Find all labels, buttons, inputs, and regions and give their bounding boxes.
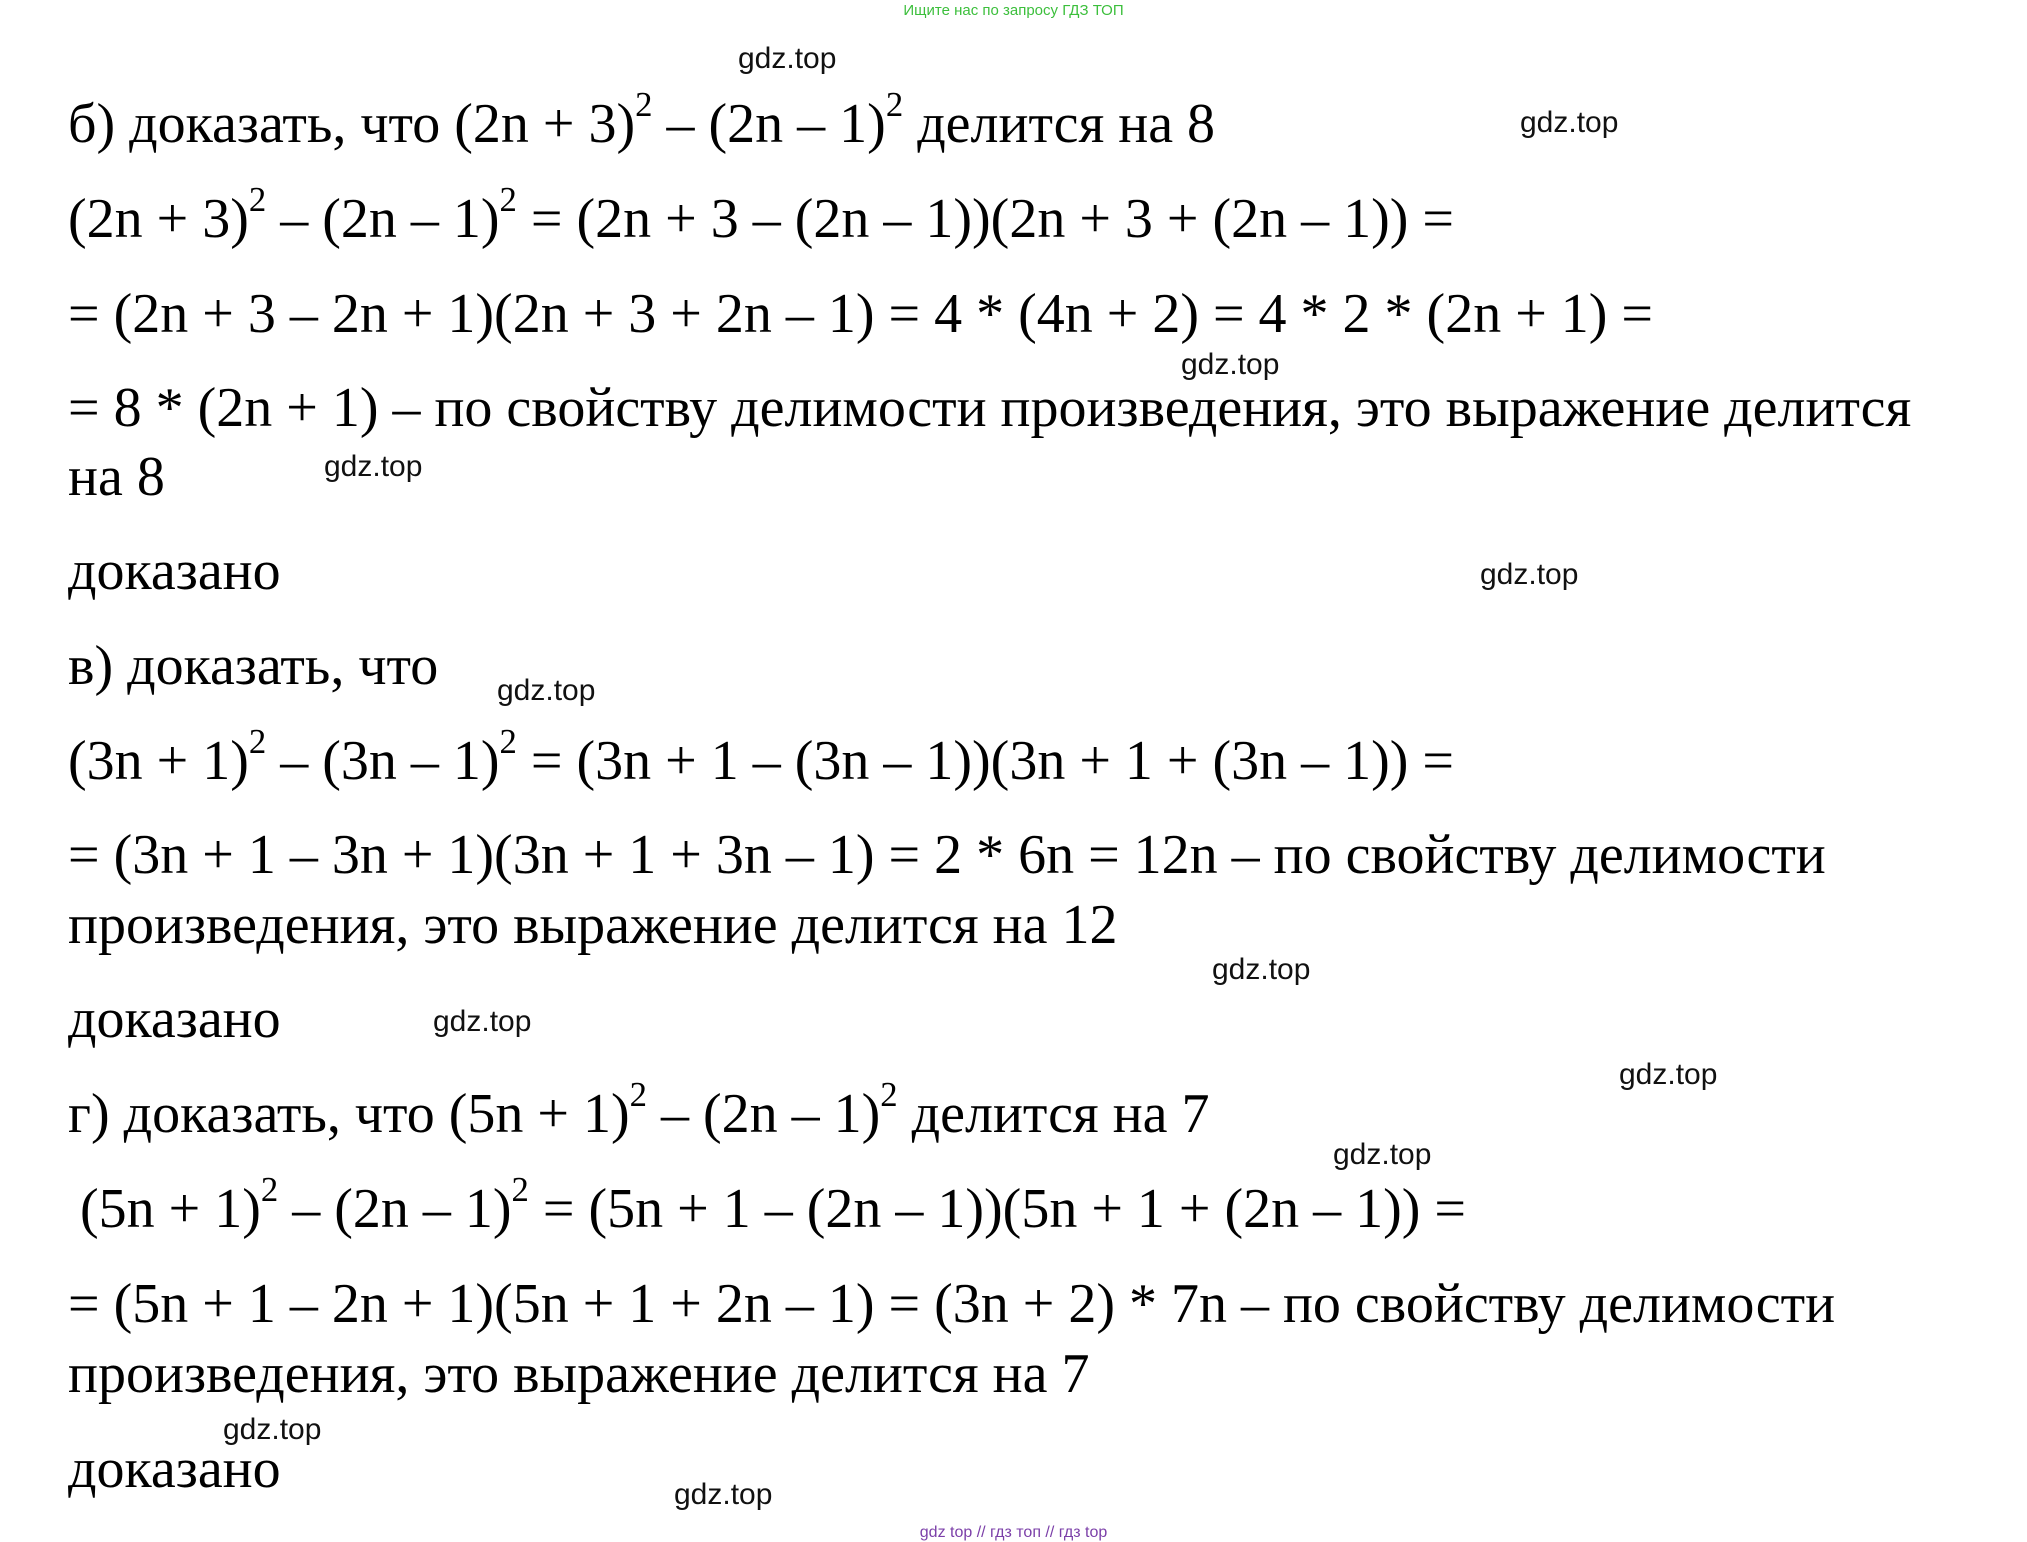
part-b-line-4: на 8 — [68, 446, 165, 508]
expr: = (2n + 3 – (2n – 1))(2n + 3 + (2n – 1)) = — [516, 188, 1455, 250]
part-v-line-1 — [68, 721, 1455, 792]
expr: – (2n – 1) — [278, 1178, 512, 1240]
exponent: 2 — [635, 84, 653, 124]
exponent: 2 — [511, 1169, 529, 1209]
expr: = (5n + 1 – (2n – 1))(5n + 1 + (2n – 1)) = — [528, 1178, 1467, 1240]
watermark: gdz.top — [1212, 953, 1311, 986]
part-g-line-3: произведения, это выражение делится на 7 — [68, 1343, 1090, 1405]
part-b-statement-text: – (2n – 1) — [652, 93, 886, 155]
part-v-line-2: = (3n + 1 – 3n + 1)(3n + 1 + 3n – 1) = 2 * 6n = 12n – по свойству делимости — [68, 824, 1826, 886]
watermark: gdz.top — [674, 1478, 773, 1511]
expr: = (3n + 1 – (3n – 1))(3n + 1 + (3n – 1)) = — [516, 730, 1455, 792]
part-g-statement-text: – (2n – 1) — [647, 1083, 881, 1145]
exponent: 2 — [260, 1169, 279, 1209]
part-g-conclusion: доказано — [68, 1438, 281, 1500]
expr: (2n + 3) — [68, 188, 249, 250]
expr: – (2n – 1) — [266, 188, 500, 250]
exponent: 2 — [885, 84, 904, 124]
part-b-statement — [68, 84, 1216, 155]
part-g-statement-text: г) доказать, что (5n + 1) — [68, 1083, 630, 1145]
exponent: 2 — [499, 179, 517, 219]
part-b-conclusion: доказано — [68, 540, 281, 602]
part-b-line-3: = 8 * (2n + 1) – по свойству делимости произведения, это выражение делится — [68, 377, 1912, 439]
exponent: 2 — [880, 1074, 898, 1114]
watermark: gdz.top — [738, 42, 837, 75]
part-b-line-2: = (2n + 3 – 2n + 1)(2n + 3 + 2n – 1) = 4 * (4n + 2) = 4 * 2 * (2n + 1) = — [68, 283, 1654, 345]
watermark: gdz.top — [1480, 558, 1579, 591]
watermark: gdz.top — [433, 1005, 532, 1038]
exponent: 2 — [629, 1074, 647, 1114]
watermark: gdz.top — [497, 674, 596, 707]
part-v-statement: в) доказать, что — [68, 635, 439, 697]
top-banner: Ищите нас по запросу ГДЗ ТОП — [903, 2, 1124, 19]
expr: (5n + 1) — [80, 1178, 261, 1240]
part-g-line-1 — [80, 1169, 1467, 1240]
part-g-line-2: = (5n + 1 – 2n + 1)(5n + 1 + 2n – 1) = (3n + 2) * 7n – по свойству делимости — [68, 1273, 1836, 1335]
part-b-statement-text: б) доказать, что (2n + 3) — [68, 93, 636, 155]
part-v-line-3: произведения, это выражение делится на 12 — [68, 894, 1118, 956]
watermark: gdz.top — [1181, 348, 1280, 381]
exponent: 2 — [248, 721, 267, 761]
expr: – (3n – 1) — [266, 730, 500, 792]
watermark: gdz.top — [1619, 1058, 1718, 1091]
footer-links: gdz top // гдз топ // гдз top — [919, 1524, 1108, 1541]
exponent: 2 — [248, 179, 267, 219]
watermark: gdz.top — [223, 1413, 322, 1446]
part-b-line-1 — [68, 179, 1455, 250]
part-g-statement — [68, 1074, 1210, 1145]
watermark: gdz.top — [1333, 1138, 1432, 1171]
watermark: gdz.top — [1520, 106, 1619, 139]
exponent: 2 — [499, 721, 517, 761]
watermark: gdz.top — [324, 450, 423, 483]
part-b-statement-text: делится на 8 — [903, 93, 1216, 155]
part-v-conclusion: доказано — [68, 988, 281, 1050]
expr: (3n + 1) — [68, 730, 249, 792]
part-g-statement-text: делится на 7 — [897, 1083, 1210, 1145]
